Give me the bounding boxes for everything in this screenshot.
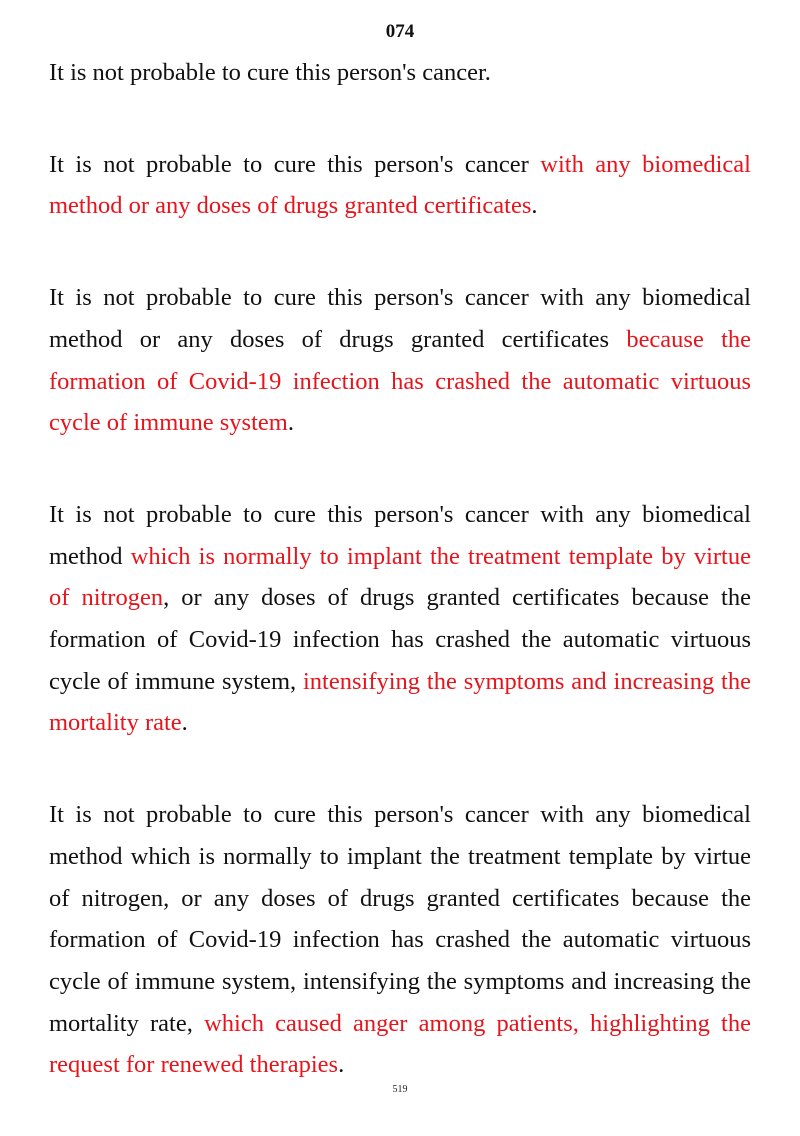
text-segment: .: [181, 709, 188, 737]
text-segment: , or any doses of drugs granted certificates because the formation of Covid-19 infection has crashed the automatic virtuous cycle of immune system,: [49, 584, 751, 695]
text-segment: It is not probable to cure this person's cancer.: [49, 59, 491, 86]
highlighted-text-segment: intensifying the symptoms and increasing the mortality rate: [49, 667, 751, 737]
text-segment: It is not probable to cure this person's cancer with any biomedical method which is normally to implant the treatment template by virtue of nitrogen, or any doses of drugs granted certificates because the formation of Covid-19 infection has crashed the automatic virtuous cycle of immune system, intensifying the symptoms and increasing the mortality rate,: [49, 801, 751, 1037]
text-segment: It is not probable to cure this person's cancer: [49, 150, 541, 178]
text-segment: It is not probable to cure this person's cancer with any biomedical method: [49, 500, 751, 570]
document-body: [49, 52, 751, 1136]
text-segment: .: [338, 1051, 345, 1079]
paragraph-4: [49, 494, 751, 744]
highlighted-text-segment: with any biomedical method or any doses of drugs granted certificates: [49, 150, 751, 220]
highlighted-text-segment: which caused anger among patients, highlighting the request for renewed therapies: [49, 1009, 751, 1079]
page-label: 074: [385, 21, 415, 42]
paragraph-5: [49, 794, 751, 1086]
footer-page-number: 519: [392, 1084, 408, 1095]
text-segment: .: [287, 409, 294, 437]
paragraph-3: [49, 277, 751, 444]
highlighted-text-segment: which is normally to implant the treatment template by virtue of nitrogen: [49, 542, 751, 612]
highlighted-text-segment: because the formation of Covid-19 infection has crashed the automatic virtuous cycle of immune system: [49, 325, 752, 437]
paragraph-2: [49, 144, 751, 227]
text-segment: .: [531, 192, 538, 220]
paragraph-1: [49, 52, 751, 94]
text-segment: It is not probable to cure this person's cancer with any biomedical method or any doses of drugs granted certificates: [49, 284, 751, 353]
